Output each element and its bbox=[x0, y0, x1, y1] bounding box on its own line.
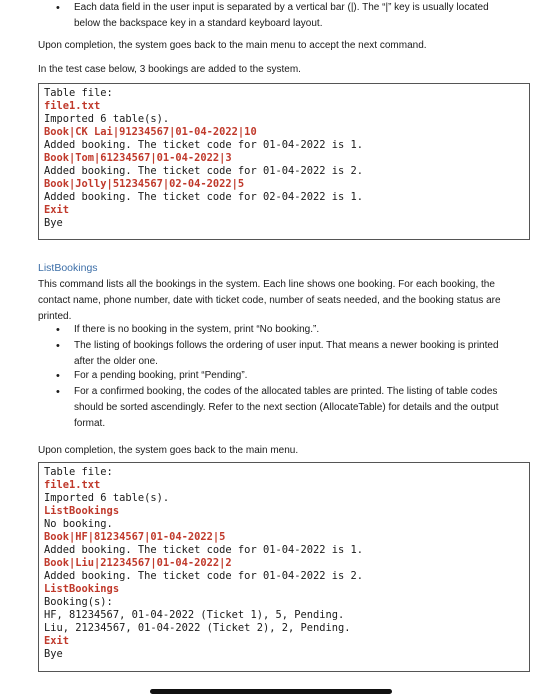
list-item-line: should be sorted ascendingly. Refer to the next section (AllocateTable) for details and the output bbox=[74, 402, 499, 413]
paragraph-completion: Upon completion, the system goes back to the main menu to accept the next command. bbox=[38, 40, 427, 51]
description-line: printed. bbox=[38, 311, 72, 322]
bullet-icon: • bbox=[56, 370, 60, 382]
bullet-icon: • bbox=[56, 386, 60, 398]
code-line: Added booking. The ticket code for 01-04-2022 is 2. bbox=[44, 165, 364, 177]
list-item-line: For a confirmed booking, the codes of the allocated tables are printed. The listing of table codes bbox=[74, 386, 498, 397]
bullet-icon: • bbox=[56, 340, 60, 352]
code-line: No booking. bbox=[44, 518, 113, 530]
code-line: Book|Tom|61234567|01-04-2022|3 bbox=[44, 152, 232, 164]
code-line: Table file: bbox=[44, 466, 113, 478]
top-bullet-line: below the backspace key in a standard keyboard layout. bbox=[74, 18, 323, 29]
list-item-line: If there is no booking in the system, print “No booking.”. bbox=[74, 324, 320, 335]
description-line: This command lists all the bookings in the system. Each line shows one booking. For each booking, the bbox=[38, 279, 495, 290]
code-line: Booking(s): bbox=[44, 596, 113, 608]
list-item-line: format. bbox=[74, 418, 106, 429]
code-line: Book|Jolly|51234567|02-04-2022|5 bbox=[44, 178, 245, 190]
description-line: contact name, phone number, date with ticket code, number of seats needed, and the booking status are bbox=[38, 295, 501, 306]
code-line: Exit bbox=[44, 204, 70, 216]
code-line: HF, 81234567, 01-04-2022 (Ticket 1), 5, Pending. bbox=[44, 609, 345, 621]
code-line: Table file: bbox=[44, 87, 113, 99]
code-line: Book|HF|81234567|01-04-2022|5 bbox=[44, 531, 226, 543]
list-item-line: For a pending booking, print “Pending”. bbox=[74, 370, 248, 381]
top-bullet-line: Each data field in the user input is separated by a vertical bar (|). The “|” key is usually located bbox=[74, 2, 489, 13]
code-line: Book|Liu|21234567|01-04-2022|2 bbox=[44, 557, 232, 569]
code-line: ListBookings bbox=[44, 505, 120, 517]
section-description bbox=[38, 277, 501, 325]
code-line: Imported 6 table(s). bbox=[44, 113, 170, 125]
code-line: file1.txt bbox=[44, 100, 101, 112]
code-line: Added booking. The ticket code for 01-04-2022 is 2. bbox=[44, 570, 364, 582]
code-line: Added booking. The ticket code for 02-04-2022 is 1. bbox=[44, 191, 364, 203]
list-item-line: after the older one. bbox=[74, 356, 158, 367]
paragraph-test-case: In the test case below, 3 bookings are added to the system. bbox=[38, 64, 301, 75]
code-line: ListBookings bbox=[44, 583, 120, 595]
code-sample-list-bookings bbox=[38, 462, 530, 672]
code-line: Bye bbox=[44, 217, 63, 229]
home-indicator-bar bbox=[150, 689, 392, 694]
code-sample-add-bookings bbox=[38, 83, 530, 240]
code-line: Imported 6 table(s). bbox=[44, 492, 170, 504]
code-line: file1.txt bbox=[44, 479, 101, 491]
bullet-icon: • bbox=[56, 324, 60, 336]
section-heading-listbookings: ListBookings bbox=[38, 262, 98, 274]
bullet-icon: • bbox=[56, 2, 60, 14]
code-line: Exit bbox=[44, 635, 70, 647]
paragraph-completion-menu: Upon completion, the system goes back to the main menu. bbox=[38, 445, 299, 456]
code-line: Book|CK Lai|91234567|01-04-2022|10 bbox=[44, 126, 257, 138]
code-line: Added booking. The ticket code for 01-04-2022 is 1. bbox=[44, 139, 364, 151]
list-item-line: The listing of bookings follows the ordering of user input. That means a newer booking is printed bbox=[74, 340, 499, 351]
code-line: Liu, 21234567, 01-04-2022 (Ticket 2), 2, Pending. bbox=[44, 622, 351, 634]
code-line: Added booking. The ticket code for 01-04-2022 is 1. bbox=[44, 544, 364, 556]
code-line: Bye bbox=[44, 648, 63, 660]
